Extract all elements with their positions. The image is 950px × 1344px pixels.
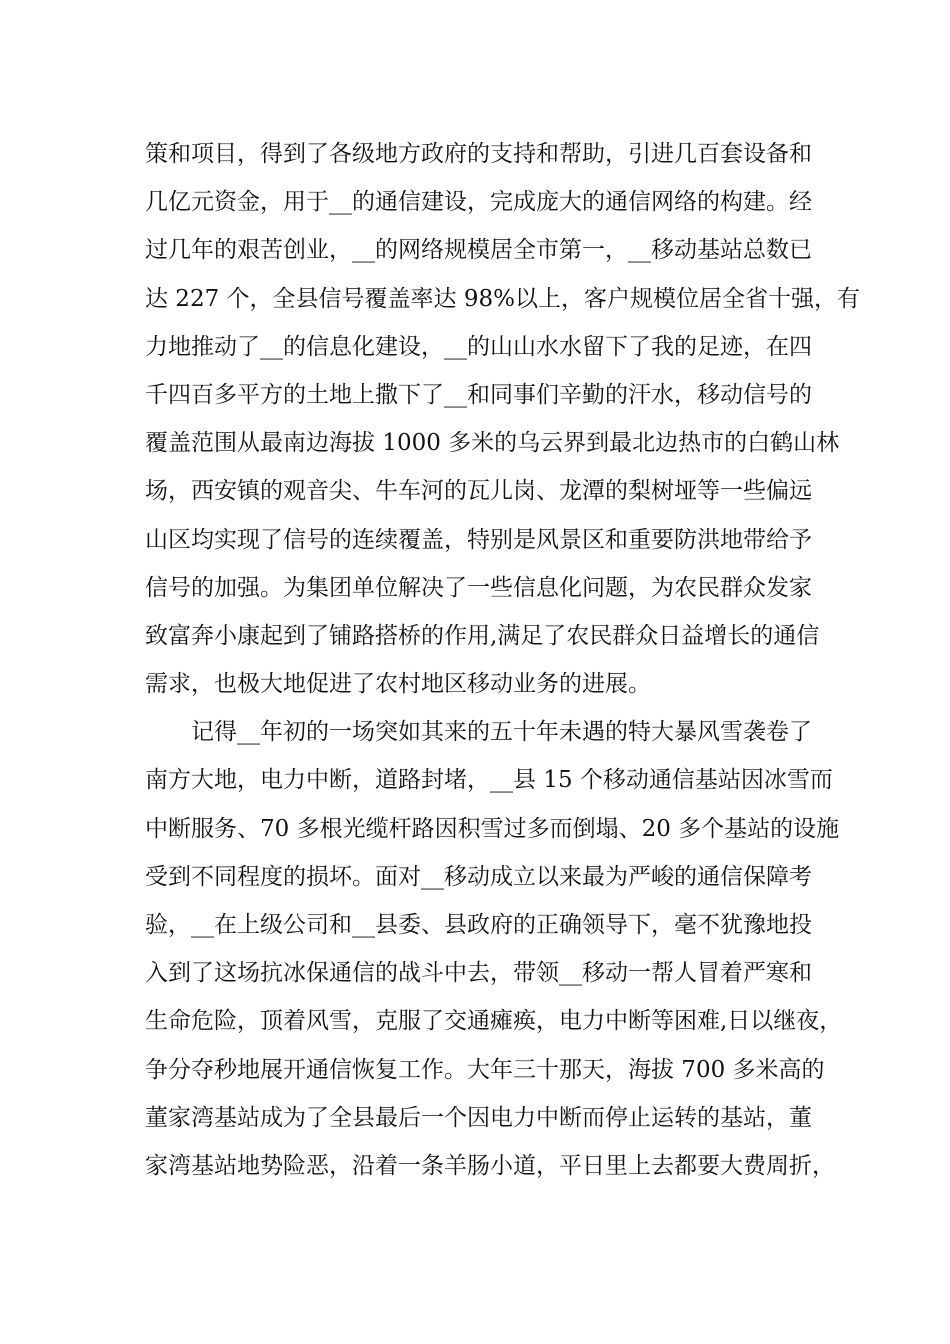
text-line: 千四百多平方的土地上撒下了__和同事们辛勤的汗水，移动信号的: [145, 381, 812, 408]
text-line: 需求，也极大地促进了农村地区移动业务的进展。: [145, 671, 651, 698]
text-line: 入到了这场抗冰保通信的战斗中去，带领__移动一帮人冒着严寒和: [145, 960, 812, 987]
text-line: 致富奔小康起到了铺路搭桥的作用,满足了农民群众日益增长的通信: [145, 622, 820, 649]
text-line: 场，西安镇的观音尖、牛车河的瓦儿岗、龙潭的梨树垭等一些偏远: [145, 478, 812, 505]
text-line: 信号的加强。为集团单位解决了一些信息化问题，为农民群众发家: [145, 574, 812, 601]
paragraph-1: [145, 130, 860, 708]
text-line: 达 227 个，全县信号覆盖率达 98%以上，客户规模位居全省十强，有: [145, 285, 860, 312]
text-line: 覆盖范围从最南边海拔 1000 多米的乌云界到最北边热市的白鹤山林: [145, 430, 840, 457]
text-line: 过几年的艰苦创业，__的网络规模居全市第一，__移动基站总数已: [145, 237, 812, 264]
body-text: [145, 130, 860, 1190]
paragraph-2: [145, 708, 843, 1190]
text-line: 力地推动了__的信息化建设，__的山山水水留下了我的足迹，在四: [145, 333, 812, 360]
text-line: 生命危险，顶着风雪，克服了交通瘫痪，电力中断等困难,日以继夜，: [145, 1008, 843, 1035]
text-line: 验，__在上级公司和__县委、县政府的正确领导下，毫不犹豫地投: [145, 912, 812, 938]
text-line: 中断服务、70 多根光缆杆路因积雪过多而倒塌、20 多个基站的设施: [145, 815, 840, 842]
text-line: 记得__年初的一场突如其来的五十年未遇的特大暴风雪袭卷了: [191, 719, 812, 746]
text-line: 争分夺秒地展开通信恢复工作。大年三十那天，海拔 700 多米高的: [145, 1056, 825, 1083]
text-line: 山区均实现了信号的连续覆盖，特别是风景区和重要防洪地带给予: [145, 526, 812, 553]
text-line: 几亿元资金，用于__的通信建设，完成庞大的通信网络的构建。经: [145, 189, 812, 216]
text-line: 南方大地，电力中断，道路封堵，__县 15 个移动通信基站因冰雪而: [145, 767, 833, 794]
text-line: 董家湾基站成为了全县最后一个因电力中断而停止运转的基站，董: [145, 1104, 812, 1131]
text-line: 策和项目，得到了各级地方政府的支持和帮助，引进几百套设备和: [145, 141, 812, 167]
text-line: 受到不同程度的损坏。面对__移动成立以来最为严峻的通信保障考: [145, 863, 812, 890]
text-line: 家湾基站地势险恶，沿着一条羊肠小道，平日里上去都要大费周折，: [145, 1152, 835, 1179]
